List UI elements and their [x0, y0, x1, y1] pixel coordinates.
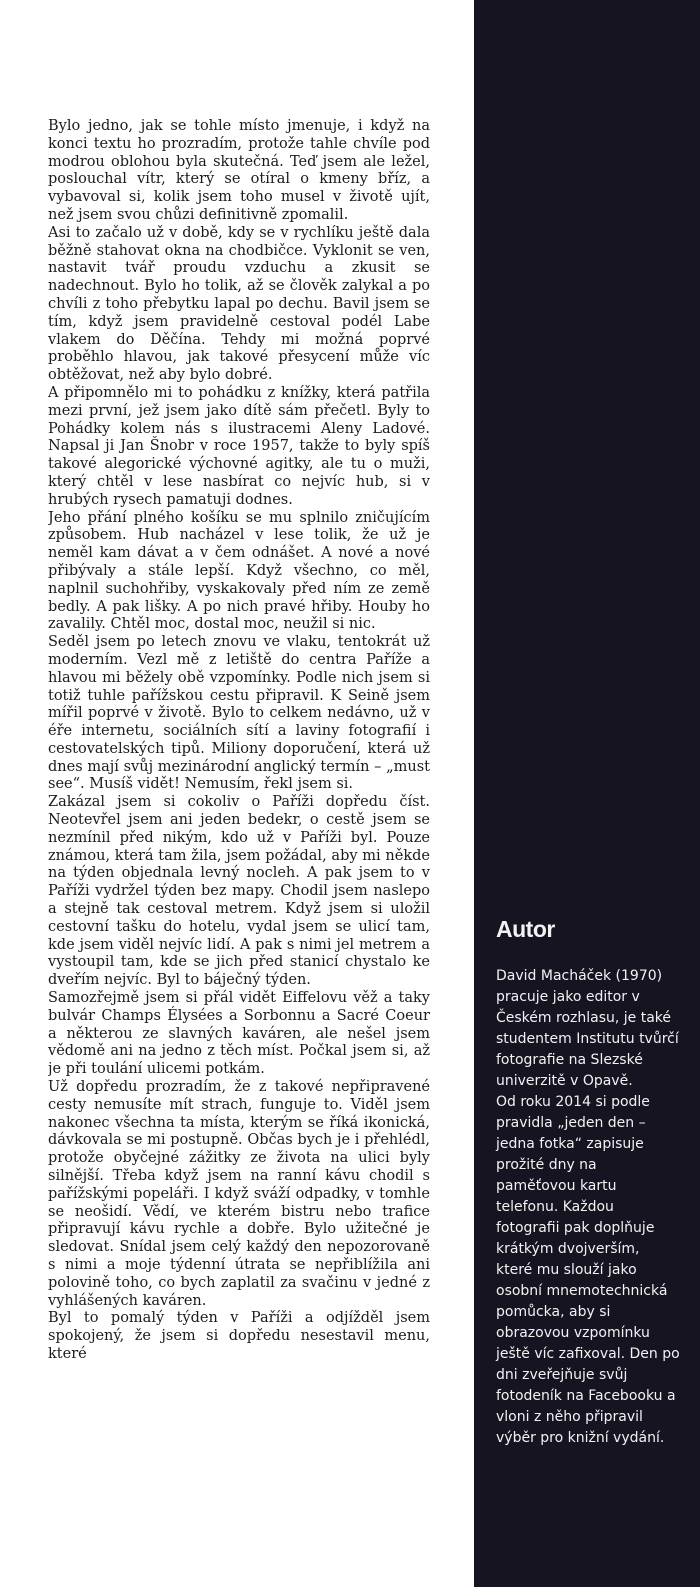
article-paragraph: Samozřejmě jsem si přál vidět Eiffelovu věž a taky bulvár Champs Élysées a Sorbonnu a Sacré Coeur a některou ze slavných kaváren, ale nešel jsem vědomě ani na jedno z těch míst. Počkal jsem si, až je při toulání ulicemi potkám. [48, 990, 430, 1078]
article-paragraph: Byl to pomalý týden v Paříži a odjížděl jsem spokojený, že jsem si dopředu nesestavil menu, které [48, 1310, 430, 1362]
article-paragraph: Jeho přání plného košíku se mu splnilo zničujícím způsobem. Hub nacházel v lese tolik, že už je neměl kam dávat a v čem odnášet. A nové a nové přibývaly a stále lepší. Když všechno, co měl, naplnil suchohřiby, vyskakovaly před ním ze země bedly. A pak lišky. A po nich pravé hřiby. Houby ho zavalily. Chtěl moc, dostal moc, neužil si nic. [48, 509, 430, 633]
article-paragraph: Bylo jedno, jak se tohle místo jmenuje, i když na konci textu ho prozradím, protože tahle chvíle pod modrou oblohou byla skutečná. Teď jsem ale ležel, poslouchal vítr, který se otíral o kmeny bříz, a vybavoval si, kolik jsem toho musel v životě ujít, než jsem svou chůzi definitivně zpomalil. [48, 118, 430, 223]
article-paragraph: A připomnělo mi to pohádku z knížky, která patřila mezi první, jež jsem jako dítě sám přečetl. Byly to Pohádky kolem nás s ilustracemi Aleny Ladové. Napsal ji Jan Šnobr v roce 1957, takže to byly spíš takové alegorické výchovné agitky, ale tu o muži, který chtěl v lese nasbírat co nejvíc hub, si v hrubých rysech pamatuji dodnes. [48, 384, 430, 508]
article-body [48, 118, 430, 1558]
author-bio: David Macháček (1970) pracuje jako editor v Českém rozhlasu, je také studentem Institutu tvůrčí fotografie na Slezské univerzitě v Opavě. [496, 968, 679, 1089]
article-paragraph: Zakázal jsem si cokoliv o Paříži dopředu číst. Neotevřel jsem ani jeden bedekr, o cestě jsem se nezmínil před nikým, kdo už v Paříži byl. Pouze známou, která tam žila, jsem požádal, aby mi někde na týden objednala levný nocleh. A pak jsem to v Paříži vydržel týden bez mapy. Chodil jsem naslepo a stejně tak cestoval metrem. Když jsem si uložil cestovní tašku do hotelu, vydal jsem se ulicí tam, kde jsem viděl nejvíc lidí. A pak s nimi jel metrem a vystoupil tam, kde se jich před stanicí chystalo ke dveřím nejvíc. Byl to báječný týden. [48, 794, 430, 989]
article-paragraph: Už dopředu prozradím, že z takové nepřipravené cesty nemusíte mít strach, funguje to. Viděl jsem nakonec všechna ta místa, kterým se říká ikonická, dávkovala se mi postupně. Občas bych je i přehlédl, protože obyčejné zážitky ze života na ulici byly silnější. Třeba když jsem na ranní kávu chodil s pařížskými popeláři. I když sváží odpadky, v tomhle se neošidí. Vědí, ve kterém bistru nebo trafice připravují kávu rychle a dobře. Bylo užitečné je sledovat. Snídal jsem celý každý den nepozorovaně s nimi a moje týdenní útrata se nepřiblížila ani polovině toho, co bych zaplatil za svačinu v jedné z vyhlášených kaváren. [48, 1079, 430, 1309]
author-sidebar [474, 0, 700, 1587]
author-box [496, 914, 680, 1449]
article-paragraph: Seděl jsem po letech znovu ve vlaku, tentokrát už moderním. Vezl mě z letiště do centra Paříže a hlavou mi běžely obě vzpomínky. Podle nich jsem si totiž tuhle pařížskou cestu připravil. K Seině jsem mířil poprvé v životě. Bylo to celkem nedávno, už v éře internetu, sociálních sítí a laviny fotografií i cestovatelských tipů. Miliony doporučení, která už dnes mají svůj mezinárodní anglický termín – „must see“. Musíš vidět! Nemusím, řekl jsem si. [48, 634, 430, 793]
author-heading: Autor [496, 916, 555, 942]
article-paragraph: Asi to začalo už v době, kdy se v rychlíku ještě dala běžně stahovat okna na chodbičce. Vyklonit se ven, nastavit tvář proudu vzduchu a zkusit se nadechnout. Bylo ho tolik, až se člověk zalykal a po chvíli z toho přebytku lapal po dechu. Bavil jsem se tím, když jsem pravidelně cestoval podél Labe vlakem do Děčína. Tehdy mi možná poprvé proběhlo hlavou, jak takové přesycení může víc obtěžovat, než aby bylo dobré. [48, 224, 430, 384]
author-bio-continued: Od roku 2014 si podle pravidla „jeden den – jedna fotka“ zapisuje prožité dny na paměťovou kartu telefonu. Každou fotografii pak doplňuje krátkým dvojverším, které mu slouží jako osobní mnemotechnická pomůcka, aby si obrazovou vzpomínku ještě víc zafixoval. Den po dni zveřejňuje svůj fotodeník na Facebooku a vloni z něho připravil výběr pro knižní vydání. [496, 1094, 680, 1446]
